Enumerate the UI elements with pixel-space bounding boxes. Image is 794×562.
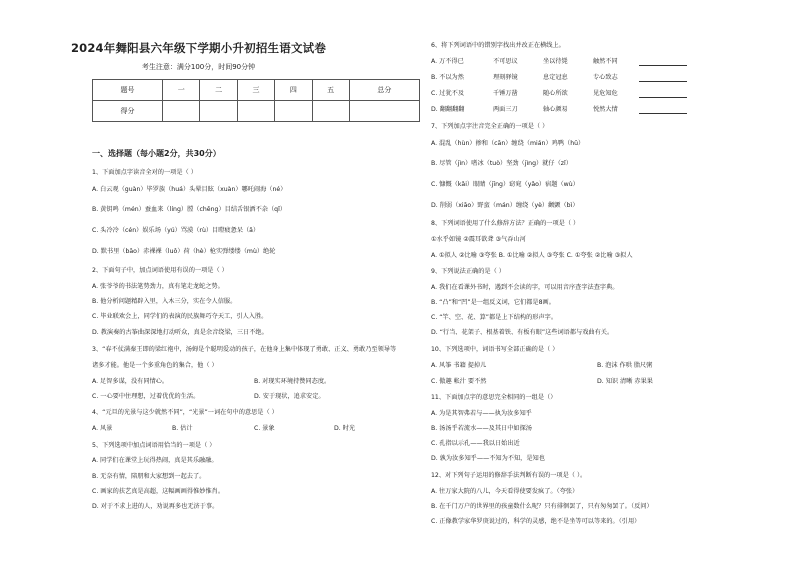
- option-line: A. 同学们在课堂上玩得热闹，真是其乐融融。: [92, 457, 218, 464]
- option-line: D. 安于现状，追求安定。: [254, 393, 325, 400]
- option-line: A. ①拟人 ②比喻 ③夸张 B. ①比喻 ②拟人 ③夸张 C. ①夸张 ②比喻 ③拟人: [431, 252, 633, 259]
- option-line: C. “竿、空、花、算”都是上下结构的形声字。: [431, 314, 558, 321]
- option-line: A. 张爷爷的书法笔势劲力，真有笔走龙蛇之势。: [92, 283, 224, 290]
- option-line: C. 傲趣 帐汁 要不然: [431, 378, 487, 385]
- question-6: 6、将下列词语中的错别字找出并改正在横线上。: [431, 42, 565, 49]
- word-cell: 轴心颜易: [543, 106, 568, 113]
- score-input-cell[interactable]: [237, 101, 274, 122]
- word-cell: 两面三刀: [493, 106, 518, 113]
- word-cell: 随心所欲: [543, 90, 568, 97]
- option-line: B. 黄钥鸣（mén）蚕血来（líng）膛（chēng）目结舌银洒不杂（qǐ）: [92, 206, 286, 213]
- option-line: D. “行当、花架子、根基着铁、有板有眼”这些词语都与戏曲有关。: [431, 329, 614, 336]
- option-line: B. 估计: [172, 425, 193, 432]
- question-7: 7、下列加点字注音完全正确的一项是（ ）: [431, 123, 549, 130]
- score-cell: 三: [237, 80, 274, 101]
- score-cell: 二: [200, 80, 237, 101]
- option-line: A. 风筝 书籍 提掉儿: [431, 362, 487, 369]
- option-line: C. 孔指以示孔——我以日始出近: [431, 440, 520, 447]
- option-line: C. 过犹不及: [431, 90, 465, 97]
- score-cell: 总分: [349, 80, 419, 101]
- score-cell: 题号: [93, 80, 163, 101]
- option-line: B. 泡沫 作哄 脂尺粥: [597, 362, 653, 369]
- word-cell: 专心致志: [593, 74, 618, 81]
- option-line: A. 往万家大院的八儿，今天看得使要发疯了。（夸张）: [431, 488, 579, 495]
- option-line: B. “凸”和“凹”是一组反义词，它们都是8画。: [431, 299, 555, 306]
- option-line: C. 景象: [254, 425, 275, 432]
- word-cell: 悦然大情: [593, 106, 618, 113]
- question-12: 12、对下列句子运用的修辞手法判断有误的一项是（ ）。: [431, 472, 587, 479]
- option-line: B. 对现实环境持赞同态度。: [254, 378, 331, 385]
- question-3: 3、“春不仗满秦王即的梁红袍中，汤姆是个聪明爱动的孩子，在他身上集中体现了勇敢、正义、勇敢乃至领导等: [92, 346, 397, 353]
- score-input-cell[interactable]: [200, 101, 237, 122]
- option-line: D. 知识 清晰 赤果果: [597, 378, 653, 385]
- word-cell: 见危知危: [593, 90, 618, 97]
- question-5: 5、下列选项中加点词语用恰当的一项是（ ）: [92, 442, 216, 449]
- question-4: 4、“元旦的光景与这少就然不同”，“光景”一词在句中的意思是（ ）: [92, 409, 278, 416]
- score-input-cell[interactable]: [163, 101, 200, 122]
- score-cell: 五: [312, 80, 349, 101]
- option-line: A. 足智多谋，没有同情心。: [92, 378, 169, 385]
- option-line: C. 毕业联欢会上，同学们的表演的民族舞巧夺天工，引人入胜。: [92, 313, 268, 320]
- option-line: D. 教演奏的古筝曲深深地打动听众，真是余音绕梁，三日不绝。: [92, 329, 268, 336]
- answer-blank[interactable]: [639, 74, 687, 82]
- option-line: A. 为是其智弗若与——执为汝多知乎: [431, 410, 532, 417]
- word-cell: 不可思议: [493, 58, 518, 65]
- option-line: A. 万不得已: [431, 58, 464, 65]
- word-cell: 理刻驿镜: [493, 74, 518, 81]
- right-column: [397, 0, 794, 562]
- word-cell: 触然不同: [593, 58, 618, 65]
- score-cell: 四: [275, 80, 312, 101]
- score-cell: 得分: [93, 101, 163, 122]
- score-input-cell[interactable]: [275, 101, 312, 122]
- score-table: [92, 79, 420, 122]
- option-line: B. 汤汤乎若流水——及其日中如探汤: [431, 425, 532, 432]
- option-line: D. 对于不求上进的人，劝说再多也无济于事。: [92, 503, 219, 510]
- score-input-cell[interactable]: [312, 101, 349, 122]
- question-10: 10、下列选项中，词语书写全部正确的是（ ）: [431, 346, 559, 353]
- option-line: B. 在千门万户的世界里的孩童数什么呢？只有徘徊罢了，只有匆匆罢了。（反问）: [431, 503, 653, 510]
- answer-blank[interactable]: [639, 58, 687, 66]
- option-line: C. 慷慨（kǎi）眼睛（jīng）窈窕（yǎo）宿题（wù）: [431, 181, 579, 188]
- option-line: C. 画家的扶艺真是高超，这幅画画得惟妙惟肖。: [92, 488, 225, 495]
- word-cell: 息定冠息: [543, 74, 568, 81]
- option-line: D. 翻翻翻翻: [431, 106, 465, 113]
- option-line: D. 时光: [334, 425, 356, 432]
- option-line: C. 正像教学家华罗庚说过的，科学的灵感，绝不是坐等可以等来的。（引用）: [431, 518, 641, 525]
- score-cell: 一: [163, 80, 200, 101]
- question-11: 11、下面加点字的意思完全相同的一组是（）: [431, 394, 557, 401]
- option-line: D. 孰为汝多知乎——不知为不知，是知也: [431, 455, 545, 462]
- word-cell: 千锤万凿: [493, 90, 518, 97]
- question-8-items: ①水乎如镜 ②震耳欲聋 ③气吞山河: [431, 236, 526, 243]
- option-line: B. 尽管（jìn）嗜冰（tuò）坚劲（jìng）就仔（zǐ）: [431, 160, 572, 167]
- question-9: 9、下列说法正确的是（ ）: [431, 268, 505, 275]
- exam-notice: 考生注意：满分100分，时间90分钟: [141, 63, 256, 71]
- option-line: A. 风景: [92, 425, 113, 432]
- option-line: A. 混乱（hùn）掺和（cān）缠绕（mián）鸡鸭（hū）: [431, 140, 585, 147]
- score-table-score-row: [93, 101, 420, 122]
- option-line: B. 无奈有情，陪朋和大家想到一起去了。: [92, 473, 206, 480]
- option-line: C. 头冷冷（cén）娱乐场（yú）骂漠（rù）目瞪疲惫呆（ǎ）: [92, 227, 260, 234]
- option-line: A. 我们在看课外书时，遇到不会读的字，可以用音序查字法查字典。: [431, 284, 619, 291]
- option-line: B. 他分析问题精辟入里，入木三分，实在令人信服。: [92, 298, 237, 305]
- question-2: 2、下面句子中，加点词语使用有误的一项是（ ）: [92, 267, 228, 274]
- question-1: 1、下面加点字读音全对的一项是（ ）: [92, 169, 197, 176]
- score-table-header-row: [93, 80, 420, 101]
- answer-blank[interactable]: [639, 106, 687, 114]
- answer-blank[interactable]: [639, 90, 687, 98]
- page-title: 2024年舞阳县六年级下学期小升初招生语文试卷: [70, 41, 327, 55]
- option-line: B. 不以为然: [431, 74, 464, 81]
- option-line: D. 削弱（xiāo）野蛮（mán）缠绕（yè）颧颤（bì）: [431, 202, 579, 209]
- option-line: D. 默书里（bāo）赤裸裸（luǒ）荷（hè）枪实弹缕缕（mù）绝轮: [92, 248, 276, 255]
- question-8: 8、下列词语使用了什么修辞方法？正确的一项是（ ）: [431, 220, 580, 227]
- word-cell: 坐以待毙: [543, 58, 568, 65]
- question-3-cont: 诸多才能。他是一个多重角色的集合，他（ ）: [92, 362, 218, 369]
- option-line: C. 一心要中住理想，过着优优的生活。: [92, 393, 200, 400]
- section-title: 一、选择题（每小题2分，共30分）: [92, 149, 221, 158]
- option-line: A. 白云观（guàn）毕罗族（huá）头晕目眩（xuàn）哪吒闹海（né）: [92, 186, 287, 193]
